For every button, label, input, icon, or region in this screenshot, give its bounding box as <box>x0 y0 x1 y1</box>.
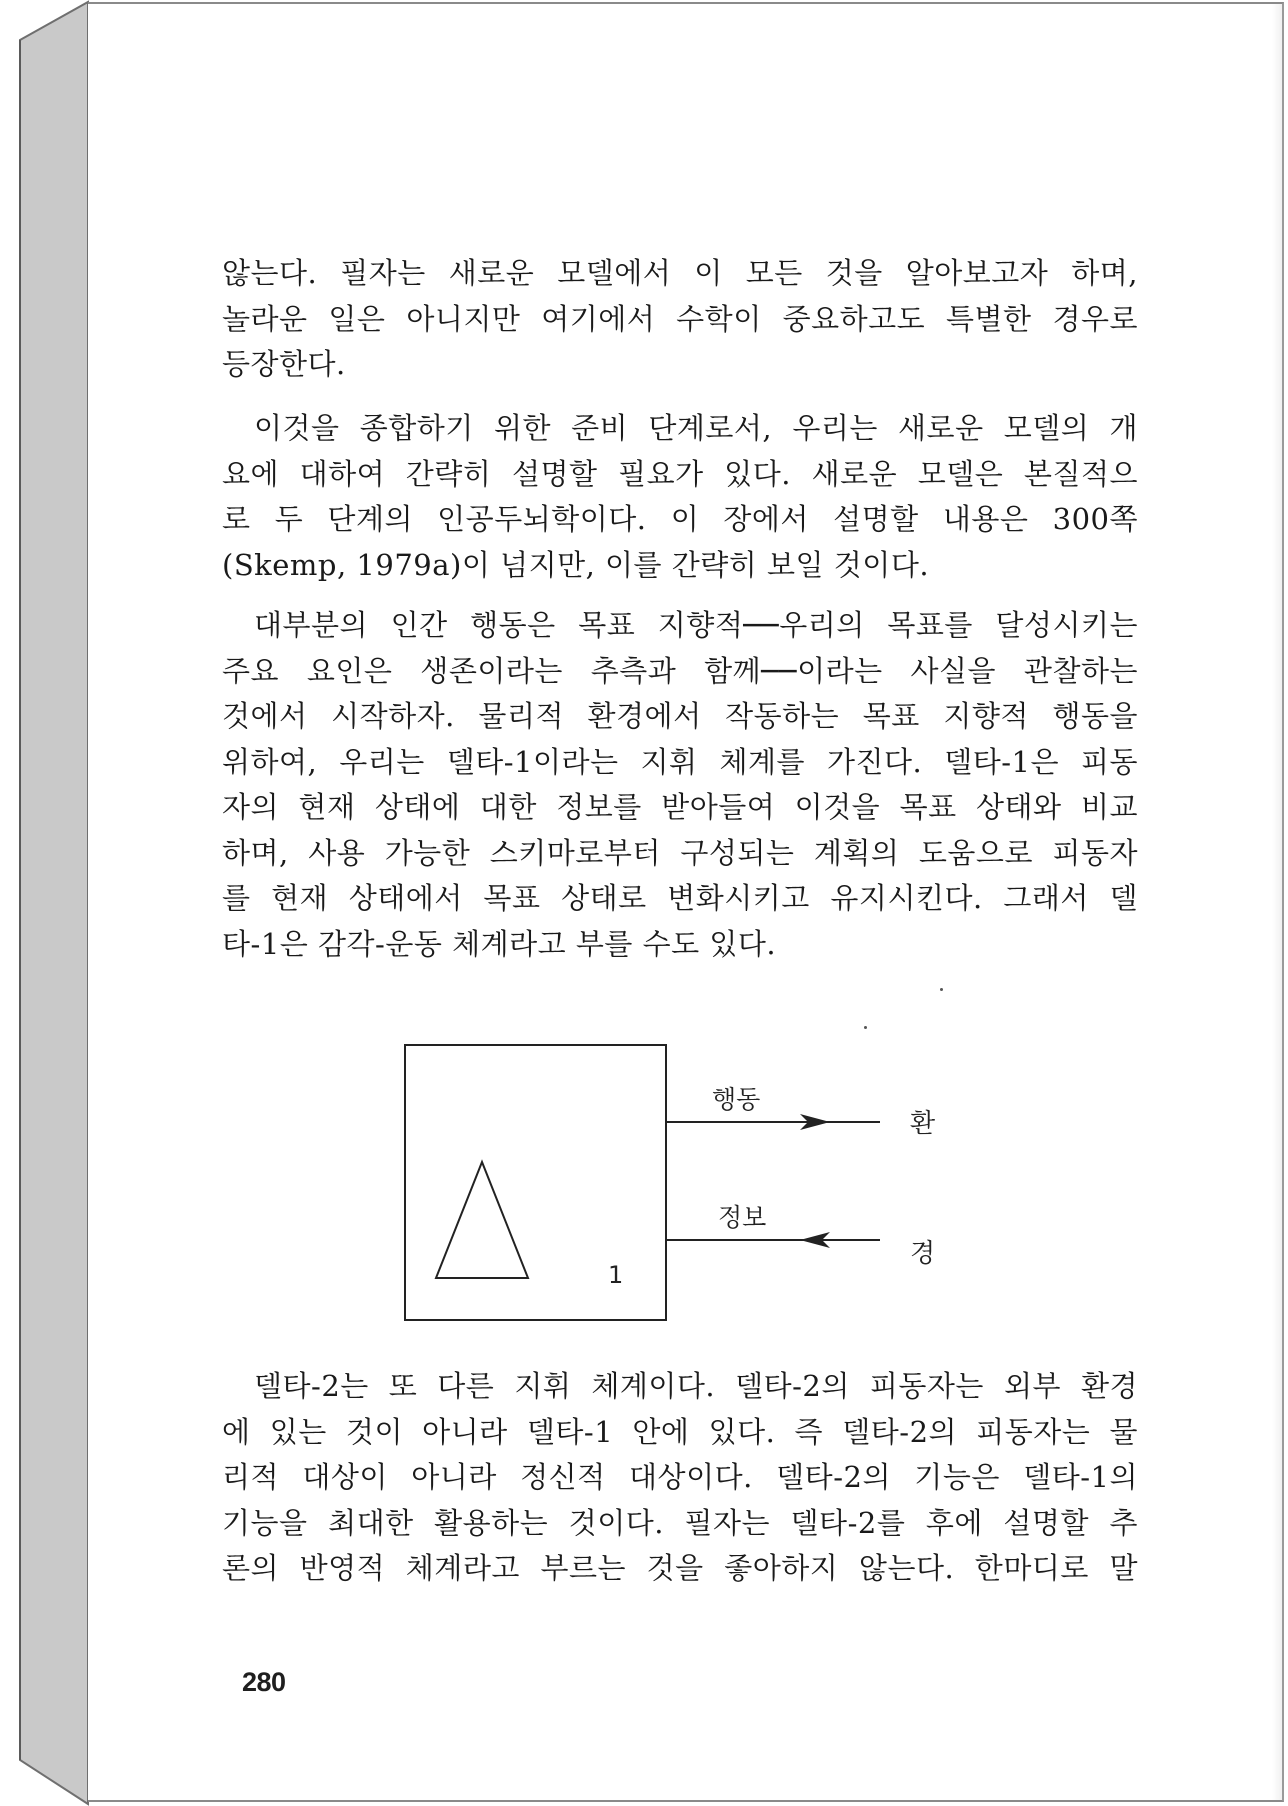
delta-subscript: 1 <box>608 1261 624 1289</box>
text-line: 자의 현재 상태에 대한 정보를 받아들여 이것을 목표 상태와 비교 <box>222 790 1138 824</box>
paragraph-4 <box>222 1364 1138 1592</box>
diagram-svg <box>400 1040 960 1330</box>
text-line: 에 있는 것이 아니라 델타-1 안에 있다. 즉 델타-2의 피동자는 물 <box>222 1414 1138 1449</box>
info-label: 정보 <box>718 1203 767 1232</box>
text-line: 위하여, 우리는 델타-1이라는 지휘 체계를 가진다. 델타-1은 피동 <box>222 744 1138 779</box>
paragraph-2 <box>222 406 1138 588</box>
page-number: 280 <box>242 1667 286 1697</box>
text-line: 타-1은 감각-운동 체계라고 부를 수도 있다. <box>222 926 777 961</box>
delta-triangle <box>436 1162 528 1278</box>
text-line: 델타-2는 또 다른 지휘 체계이다. 델타-2의 피동자는 외부 환경 <box>254 1369 1138 1403</box>
text-line: 대부분의 인간 행동은 목표 지향적──우리의 목표를 달성시키는 <box>254 608 1138 642</box>
text-line: 것에서 시작하자. 물리적 환경에서 작동하는 목표 지향적 행동을 <box>222 699 1138 733</box>
text-line: 하며, 사용 가능한 스키마로부터 구성되는 계획의 도움으로 피동자 <box>222 835 1138 870</box>
text-line: 주요 요인은 생존이라는 추측과 함께──이라는 사실을 관찰하는 <box>222 653 1138 688</box>
text-line: 기능을 최대한 활용하는 것이다. 필자는 델타-2를 후에 설명할 추 <box>222 1505 1138 1540</box>
text-line: 않는다. 필자는 새로운 모델에서 이 모든 것을 알아보고자 하며, <box>222 256 1138 290</box>
text-line: 놀라운 일은 아니지만 여기에서 수학이 중요하고도 특별한 경우로 <box>222 301 1138 336</box>
text-line: 리적 대상이 아니라 정신적 대상이다. 델타-2의 기능은 델타-1의 <box>222 1460 1138 1494</box>
action-label: 행동 <box>712 1085 761 1114</box>
speck <box>940 988 943 991</box>
text-line: 로 두 단계의 인공두뇌학이다. 이 장에서 설명할 내용은 300쪽 <box>222 502 1138 536</box>
environment-label-1: 환 <box>910 1109 936 1139</box>
text-line: 요에 대하여 간략히 설명할 필요가 있다. 새로운 모델은 본질적으 <box>222 456 1138 491</box>
text-line: 이것을 종합하기 위한 준비 단계로서, 우리는 새로운 모델의 개 <box>254 411 1138 445</box>
text-line: 를 현재 상태에서 목표 상태로 변화시키고 유지시킨다. 그래서 델 <box>222 881 1138 915</box>
delta-one-diagram <box>400 1040 960 1330</box>
text-line: 론의 반영적 체계라고 부르는 것을 좋아하지 않는다. 한마디로 말 <box>222 1551 1138 1585</box>
text-line: 등장한다. <box>222 347 346 381</box>
paragraph-1 <box>222 251 1138 388</box>
paragraph-3 <box>222 603 1138 967</box>
text-line: (Skemp, 1979a)이 넘지만, 이를 간략히 보일 것이다. <box>222 547 930 582</box>
speck <box>864 1026 867 1029</box>
environment-label-2: 경 <box>910 1239 936 1269</box>
